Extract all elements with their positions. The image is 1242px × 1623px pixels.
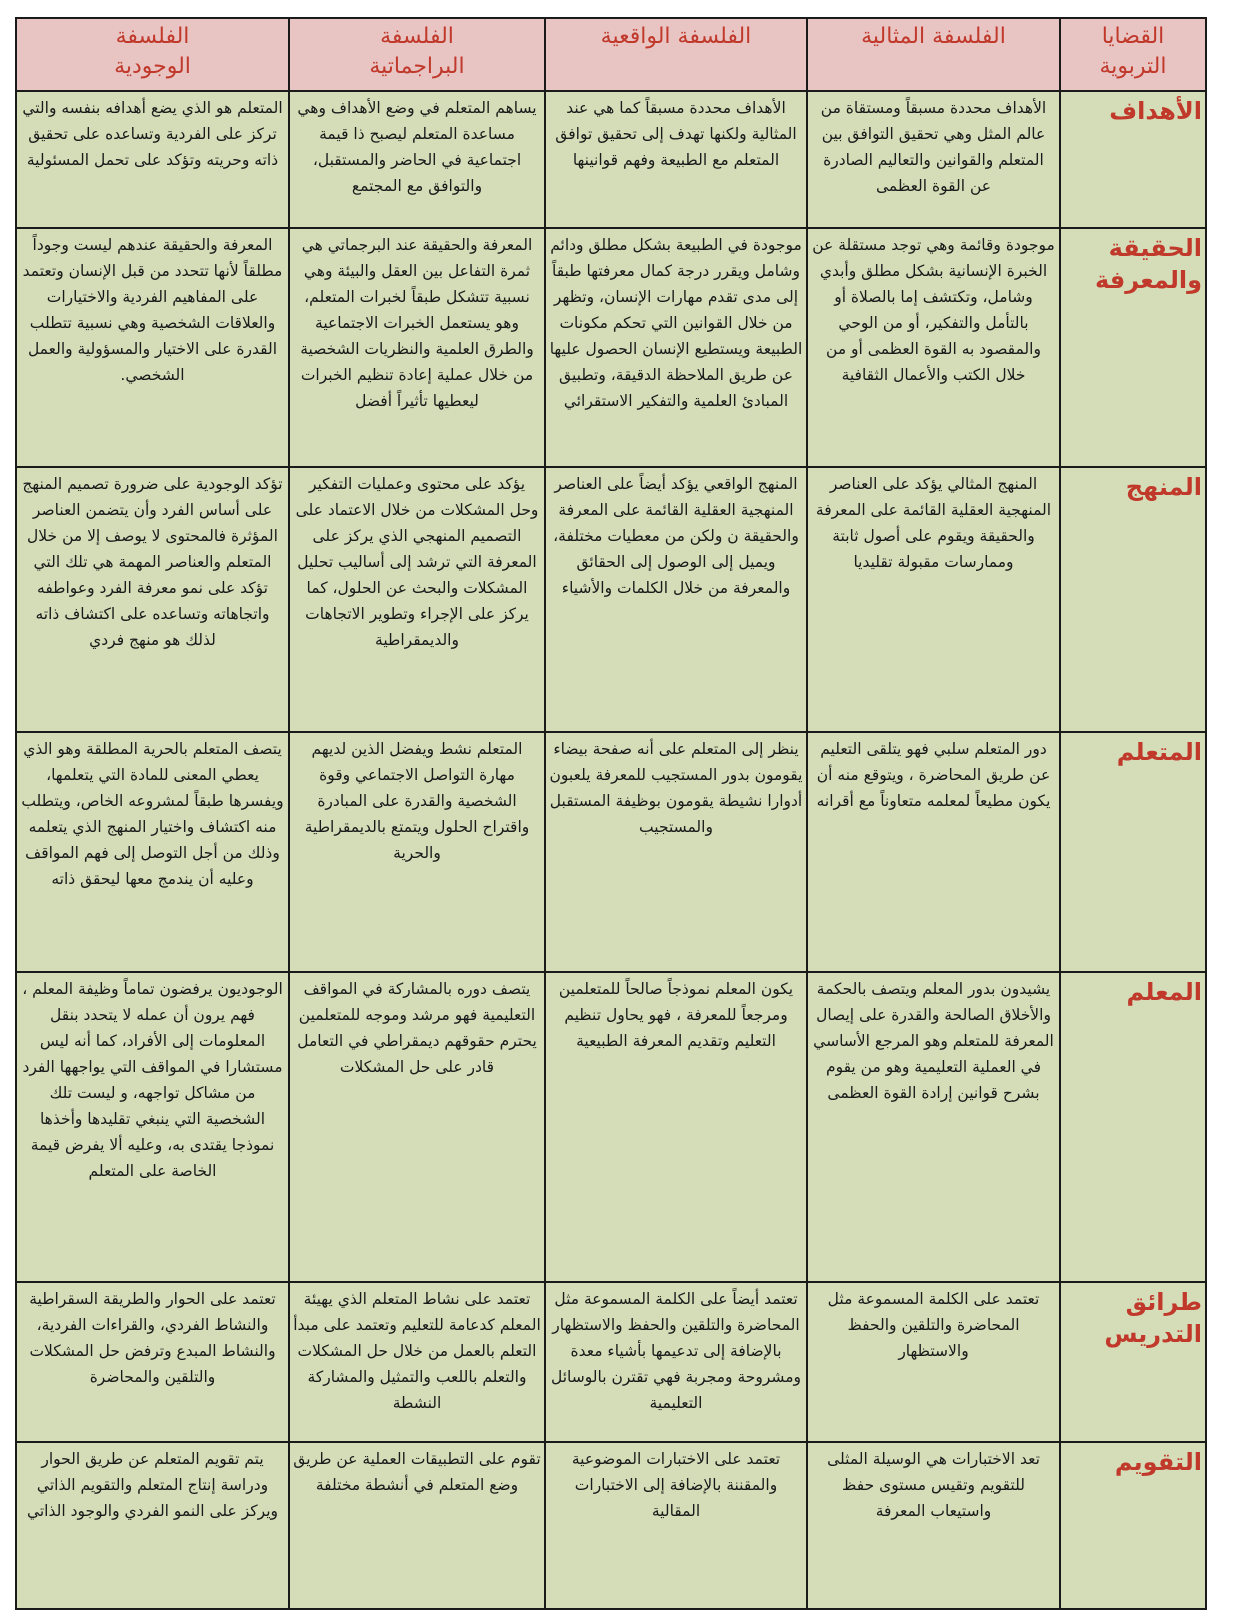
header-realism: الفلسفة الواقعية (545, 18, 807, 91)
cell-realism (545, 1442, 807, 1609)
cell-idealism (807, 1442, 1060, 1609)
table-row (16, 228, 1206, 467)
cell-text: الأهداف محددة مسبقاً ومستقاة من عالم المثل وهي تحقيق التوافق بين المتعلم والقوانين والتعاليم الصادرة عن القوة العظمى (820, 99, 1047, 195)
cell-existentialism (16, 972, 289, 1282)
cell-text: يتم تقويم المتعلم عن طريق الحوار ودراسة إنتاج المتعلم والتقويم الذاتي ويركز على النمو الفردي والوجود الذاتي (26, 1450, 279, 1520)
cell-text: دور المتعلم سلبي فهو يتلقى التعليم عن طريق المحاضرة ، ويتوقع منه أن يكون مطيعاً لمعلمه متعاوناً مع أقرانه (816, 740, 1051, 810)
cell-text: تعتمد على الاختبارات الموضوعية والمقننة بالإضافة إلى الاختبارات المقالية (571, 1450, 781, 1520)
cell-realism (545, 91, 807, 228)
cell-existentialism (16, 1442, 289, 1609)
cell-realism (545, 228, 807, 467)
cell-pragmatism (289, 467, 545, 732)
header-issues: القضايا التربوية (1060, 18, 1206, 91)
cell-text: يساهم المتعلم في وضع الأهداف وهي مساعدة المتعلم ليصبح ذا قيمة اجتماعية في الحاضر والمستقبل، والتوافق مع المجتمع (297, 99, 537, 195)
cell-text: الأهداف محددة مسبقاً كما هي عند المثالية ولكنها تهدف إلى تحقيق توافق المتعلم مع الطبيعة وفهم قوانينها (555, 99, 797, 169)
cell-pragmatism (289, 1442, 545, 1609)
cell-text: يشيدون بدور المعلم ويتصف بالحكمة والأخلاق الصالحة والقدرة على إيصال المعرفة للمتعلم وهو المرجع الأساسي في العملية التعليمية وهو من يقوم بشرح قوانين إرادة القوة العظمى (813, 980, 1054, 1102)
cell-text: تؤكد الوجودية على ضرورة تصميم المنهج على أساس الفرد وأن يتضمن العناصر المؤثرة فالمحتوى لا يوصف إلا من خلال المتعلم والعناصر المهمة هي تلك التي تؤكد على نمو معرفة الفرد وعواطفه واتجاهاته وتساعده على اكتشاف ذاته لذلك هو منهج فردي (22, 475, 283, 649)
cell-text: ينظر إلى المتعلم على أنه صفحة بيضاء يقومون بدور المستجيب للمعرفة يلعبون أدوارا نشيطة يقومون بوظيفة المستقبل والمستجيب (549, 740, 803, 836)
table-row (16, 972, 1206, 1282)
row-issue-teaching-methods: طرائق التدريس (1060, 1282, 1206, 1442)
row-issue-learner: المتعلم (1060, 732, 1206, 972)
cell-realism (545, 467, 807, 732)
cell-text: تعتمد على نشاط المتعلم الذي يهيئة المعلم كدعامة للتعليم وتعتمد على مبدأ التعلم بالعمل من خلال حل المشكلات والتعلم باللعب والتمثيل والمشاركة النشطة (293, 1290, 541, 1412)
cell-idealism (807, 228, 1060, 467)
cell-text: موجودة في الطبيعة بشكل مطلق ودائم وشامل ويقرر درجة كمال معرفتها طبقاً إلى مدى تقدم مهارات الإنسان، وتظهر من خلال القوانين التي تحكم مكونات الطبيعة ويستطيع الإنسان الحصول عليها عن طريق الملاحظة الدقيقة، وتطبيق المبادئ العلمية والتفكير الاستقرائي (549, 236, 803, 410)
cell-text: المتعلم هو الذي يضع أهدافه بنفسه والتي تركز على الفردية وتساعده على تحقيق ذاته وحريته وتؤكد على تحمل المسئولية (22, 99, 283, 169)
row-issue-goals: الأهداف (1060, 91, 1206, 228)
cell-idealism (807, 467, 1060, 732)
cell-text: يؤكد على محتوى وعمليات التفكير وحل المشكلات من خلال الاعتماد على التصميم المنهجي الذي يركز على المعرفة التي ترشد إلى أساليب تحليل المشكلات والبحث عن الحلول، كما يركز على الإجراء وتطوير الاتجاهات والديمقراطية (295, 475, 539, 649)
row-issue-curriculum: المنهج (1060, 467, 1206, 732)
row-issue-evaluation: التقويم (1060, 1442, 1206, 1609)
header-idealism: الفلسفة المثالية (807, 18, 1060, 91)
cell-idealism (807, 1282, 1060, 1442)
cell-pragmatism (289, 91, 545, 228)
cell-pragmatism (289, 972, 545, 1282)
cell-text: تعد الاختبارات هي الوسيلة المثلى للتقويم وتقيس مستوى حفظ واستيعاب المعرفة (827, 1450, 1040, 1520)
cell-existentialism (16, 228, 289, 467)
table-row (16, 1442, 1206, 1609)
cell-existentialism (16, 732, 289, 972)
cell-idealism (807, 972, 1060, 1282)
cell-realism (545, 972, 807, 1282)
row-issue-truth-knowledge: الحقيقة والمعرفة (1060, 228, 1206, 467)
cell-text: المعرفة والحقيقة عندهم ليست وجوداً مطلقاً لأنها تتحدد من قبل الإنسان وتعتمد على المفاهيم الفردية والاختيارات والعلاقات الشخصية وهي نسبية تتطلب القدرة على الاختيار والمسؤولية والعمل الشخصي. (22, 236, 283, 384)
cell-text: تعتمد أيضاً على الكلمة المسموعة مثل المحاضرة والتلقين والحفظ والاستظهار بالإضافة إلى تدعيمها بأشياء معدة ومشروحة ومجربة فهي تقترن بالوسائل التعليمية (551, 1290, 801, 1412)
cell-text: الوجوديون يرفضون تماماً وظيفة المعلم ، فهم يرون أن عمله لا يتحدد بنقل المعلومات إلى الأفراد، كما أنه ليس مستشارا في المواقف التي يواجهها الفرد من مشاكل تواجهه، و ليست تلك الشخصية التي ينبغي تقليدها وأخذها نموذجا يقتدى به، وعليه ألا يفرض قيمة الخاصة على المتعلم (22, 980, 283, 1180)
cell-text: المنهج الواقعي يؤكد أيضاً على العناصر المنهجية العقلية القائمة على المعرفة والحقيقة ن ولكن من معطيات مختلفة، ويميل إلى الوصول إلى الحقائق والمعرفة من خلال الكلمات والأشياء (553, 475, 799, 597)
cell-text: يكون المعلم نموذجاً صالحاً للمتعلمين ومرجعاً للمعرفة ، فهو يحاول تنظيم التعليم وتقديم المعرفة الطبيعية (558, 980, 794, 1050)
header-pragmatism: الفلسفة البراجماتية (289, 18, 545, 91)
cell-text: يتصف المتعلم بالحرية المطلقة وهو الذي يعطي المعنى للمادة التي يتعلمها، ويفسرها طبقاً لمشروعه الخاص، ويتطلب منه اكتشاف واختيار المنهج الذي يتعلمه وذلك من أجل التوصل إلى فهم المواقف وعليه أن يندمج معها ليحقق ذاته (21, 740, 284, 888)
cell-pragmatism (289, 732, 545, 972)
cell-idealism (807, 732, 1060, 972)
table-row (16, 732, 1206, 972)
cell-text: المعرفة والحقيقة عند البرجماتي هي ثمرة التفاعل بين العقل والبيئة وهي نسبية تتشكل طبقاً لخبرات المتعلم، وهو يستعمل الخبرات الاجتماعية والطرق العلمية والنظريات الشخصية من خلال عملية إعادة تنظيم الخبرات ليعطيها تأثيراً أفضل (300, 236, 534, 410)
cell-pragmatism (289, 228, 545, 467)
header-row (16, 18, 1206, 91)
cell-text: المتعلم نشط ويفضل الذين لديهم مهارة التواصل الاجتماعي وقوة الشخصية والقدرة على المبادرة واقتراح الحلول ويتمتع بالديمقراطية والحرية (304, 740, 530, 862)
table-row (16, 1282, 1206, 1442)
cell-text: المنهج المثالي يؤكد على العناصر المنهجية العقلية القائمة على المعرفة والحقيقة ويقوم على أصول ثابتة وممارسات مقبولة تقليديا (815, 475, 1052, 571)
table-row (16, 467, 1206, 732)
cell-text: تقوم على التطبيقات العملية عن طريق وضع المتعلم في أنشطة مختلفة (293, 1450, 541, 1494)
cell-existentialism (16, 91, 289, 228)
cell-text: موجودة وقائمة وهي توجد مستقلة عن الخبرة الإنسانية بشكل مطلق وأبدي وشامل، وتكتشف إما بالصلاة أو بالتأمل والتفكير، أو من الوحي والمقصود به القوة العظمى أو من خلال الكتب والأعمال الثقافية (812, 236, 1055, 384)
cell-text: يتصف دوره بالمشاركة في المواقف التعليمية فهو مرشد وموجه للمتعلمين يحترم حقوقهم ديمقراطي في التعامل قادر على حل المشكلات (297, 980, 537, 1076)
row-issue-teacher: المعلم (1060, 972, 1206, 1282)
cell-realism (545, 1282, 807, 1442)
cell-text: تعتمد على الكلمة المسموعة مثل المحاضرة والتلقين والحفظ والاستظهار (827, 1290, 1040, 1360)
header-existentialism: الفلسفة الوجودية (16, 18, 289, 91)
cell-existentialism (16, 467, 289, 732)
cell-pragmatism (289, 1282, 545, 1442)
philosophy-comparison-table (15, 17, 1207, 1610)
cell-realism (545, 732, 807, 972)
philosophy-comparison-sheet (17, 17, 1207, 1623)
table-row (16, 91, 1206, 228)
cell-idealism (807, 91, 1060, 228)
cell-text: تعتمد على الحوار والطريقة السقراطية والنشاط الفردي، والقراءات الفردية، والنشاط المبدع وترفض حل المشكلات والتلقين والمحاضرة (29, 1290, 276, 1386)
cell-existentialism (16, 1282, 289, 1442)
